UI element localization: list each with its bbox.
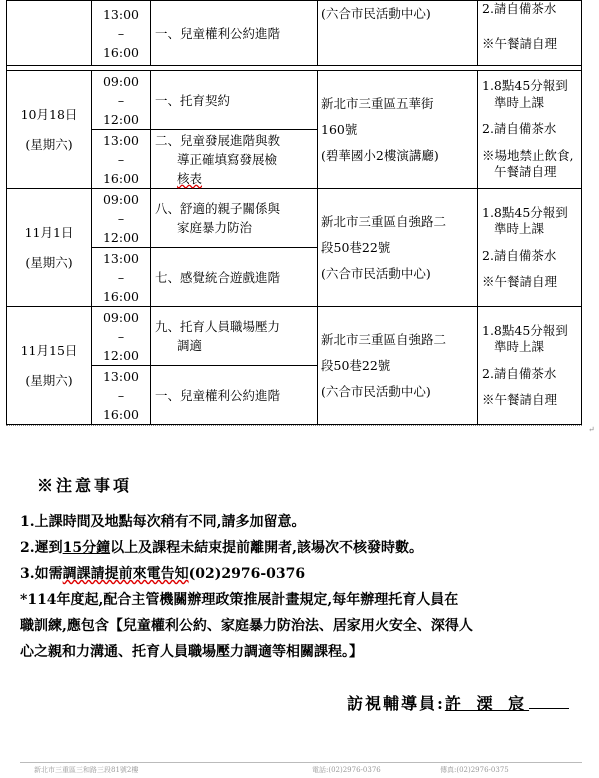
time-dash: –: [117, 92, 125, 108]
place-line: 段50巷22號: [321, 239, 391, 255]
note-line: 2.請自備茶水: [482, 247, 557, 263]
note-line: 1.8點45分報到: [482, 204, 568, 220]
place-cell: [318, 71, 478, 189]
time-start: 09:00: [102, 191, 140, 207]
time-end: 16:00: [102, 170, 140, 186]
table-row: [7, 1, 582, 66]
notice-item-4-line-1: *114年度起,配合主管機關辦理政策推展計畫規定,每年辦理托育人員在: [20, 592, 459, 608]
notice-title: ※注意事項: [37, 476, 133, 495]
time-cell: [92, 307, 151, 366]
course-name-part: 核表: [177, 170, 203, 186]
note-line: ※午餐請自理: [482, 274, 558, 289]
time-start: 13:00: [102, 6, 140, 22]
note-line: 準時上課: [494, 221, 545, 236]
note-cell: [478, 189, 582, 307]
time-end: 16:00: [102, 288, 140, 304]
paragraph-mark: ↵: [588, 425, 595, 434]
time-end: 12:00: [102, 229, 140, 245]
notice-item-3: [20, 563, 305, 583]
signature-block: [347, 691, 569, 714]
date-cell: [7, 71, 92, 189]
note-line: 2.請自備茶水: [482, 121, 557, 137]
place-line: 新北市三重區五華街: [321, 95, 434, 111]
place-line: (六合市民活動中心): [321, 265, 431, 281]
time-cell: [92, 71, 151, 130]
notice-emphasis: 15分鐘: [62, 540, 111, 556]
course-name: 家庭暴力防治: [177, 220, 253, 235]
time-start: 09:00: [102, 309, 140, 325]
time-start: 13:00: [102, 368, 140, 384]
note-cell: [478, 307, 582, 425]
course-cell: [151, 366, 318, 425]
place-cell: [318, 189, 478, 307]
note-line: 2.請自備茶水: [482, 1, 557, 16]
time-cell: [92, 130, 151, 189]
table-row: [7, 189, 582, 248]
course-cell: [151, 71, 318, 130]
note-line: 2.請自備茶水: [482, 365, 557, 381]
date-cell: [7, 189, 92, 307]
session-weekday: (星期六): [25, 136, 73, 152]
time-cell: [92, 248, 151, 307]
course-name: 二、兒童發展進階與教: [155, 132, 281, 148]
course-cell: [151, 130, 318, 189]
session-weekday: (星期六): [25, 372, 73, 388]
time-dash: –: [117, 387, 125, 403]
place-text: (六合市民活動中心): [321, 6, 431, 21]
place-line: 新北市三重區自強路二: [321, 213, 447, 229]
place-line: 段50巷22號: [321, 357, 391, 373]
footer-divider: [20, 762, 582, 763]
notice-text: 3.如需: [20, 566, 63, 582]
course-name: 一、托育契約: [155, 92, 231, 108]
signature-name: 許 溧 宸: [444, 694, 530, 713]
section-break-line: [6, 425, 582, 426]
course-name: 七、感覺統合遊戲進階: [155, 269, 281, 285]
course-name: [155, 169, 317, 188]
time-end: 12:00: [102, 111, 140, 127]
place-line: 160號: [321, 121, 358, 137]
note-cell: [478, 1, 582, 66]
time-dash: –: [117, 269, 125, 285]
signature-label: 訪視輔導員:: [347, 694, 445, 713]
session-date: 11月15日: [20, 342, 78, 358]
contact-phone: (02)2976-0376: [188, 566, 306, 582]
course-name: 一、兒童權利公約進階: [155, 25, 281, 41]
note-line: 準時上課: [494, 94, 545, 110]
course-name: 一、兒童權利公約進階: [155, 387, 281, 403]
date-cell-empty: [7, 1, 92, 66]
session-weekday: (星期六): [25, 254, 73, 270]
time-start: 13:00: [102, 132, 140, 148]
session-date: 10月18日: [20, 106, 78, 122]
footer-address: 新北市三重區三和路三段81號2樓: [34, 766, 139, 774]
time-cell: [92, 366, 151, 425]
time-end: 16:00: [102, 406, 140, 422]
notice-emphasis: 調課請提前來電告知: [62, 566, 189, 582]
table-row: [7, 307, 582, 366]
time-dash: –: [117, 25, 125, 41]
time-start: 13:00: [102, 250, 140, 266]
note-line: 1.8點45分報到: [482, 78, 568, 94]
course-cell: [151, 248, 318, 307]
schedule-table: [6, 0, 582, 425]
session-date: 11月1日: [24, 224, 74, 240]
footer-phone: 電話:(02)2976-0376: [312, 766, 381, 774]
place-line: 新北市三重區自強路二: [321, 331, 447, 347]
time-dash: –: [117, 328, 125, 344]
notice-item-1: 1.上課時間及地點每次稍有不同,請多加留意。: [20, 514, 306, 530]
course-name: 調適: [177, 338, 203, 353]
table-row: [7, 71, 582, 130]
time-cell: [92, 189, 151, 248]
course-cell: [151, 189, 318, 248]
notice-item-4-line-2: 職訓練,應包含【兒童權利公約、家庭暴力防治法、居家用火安全、深得人: [20, 618, 473, 634]
time-dash: –: [117, 210, 125, 226]
note-line: ※午餐請自理: [482, 35, 558, 51]
note-line: 1.8點45分報到: [482, 322, 568, 338]
time-dash: –: [117, 151, 125, 167]
date-cell: [7, 307, 92, 425]
note-line: 午餐請自理: [494, 164, 557, 180]
place-cell: [318, 307, 478, 425]
course-cell: [151, 307, 318, 366]
notice-text: 2.遲到: [20, 540, 63, 556]
place-line: (碧華國小2樓演講廳): [321, 147, 439, 163]
note-cell: [478, 71, 582, 189]
place-cell: [318, 1, 478, 66]
note-line: ※午餐請自理: [482, 392, 558, 407]
notice-text: 以上及課程未結束提前離開者,該場次不核發時數。: [110, 540, 423, 556]
time-cell: [92, 1, 151, 66]
notice-item-4-line-3: 心之親和力溝通、托育人員職場壓力調適等相關課程。】: [20, 644, 363, 660]
note-line: 準時上課: [494, 339, 545, 354]
time-end: 16:00: [102, 44, 140, 60]
course-name: 九、托育人員職場壓力: [155, 319, 281, 334]
notice-item-2: [20, 537, 423, 557]
signature-underline: [529, 707, 569, 709]
course-name: 導正確填寫發展檢: [177, 151, 278, 167]
course-cell: [151, 1, 318, 66]
time-end: 12:00: [102, 347, 140, 363]
place-line: (六合市民活動中心): [321, 383, 431, 399]
course-name: 八、舒適的親子關係與: [155, 201, 281, 216]
time-start: 09:00: [102, 73, 140, 89]
footer-fax: 傳真:(02)2976-0375: [440, 766, 509, 774]
note-line: ※場地禁止飲食,: [482, 147, 574, 163]
